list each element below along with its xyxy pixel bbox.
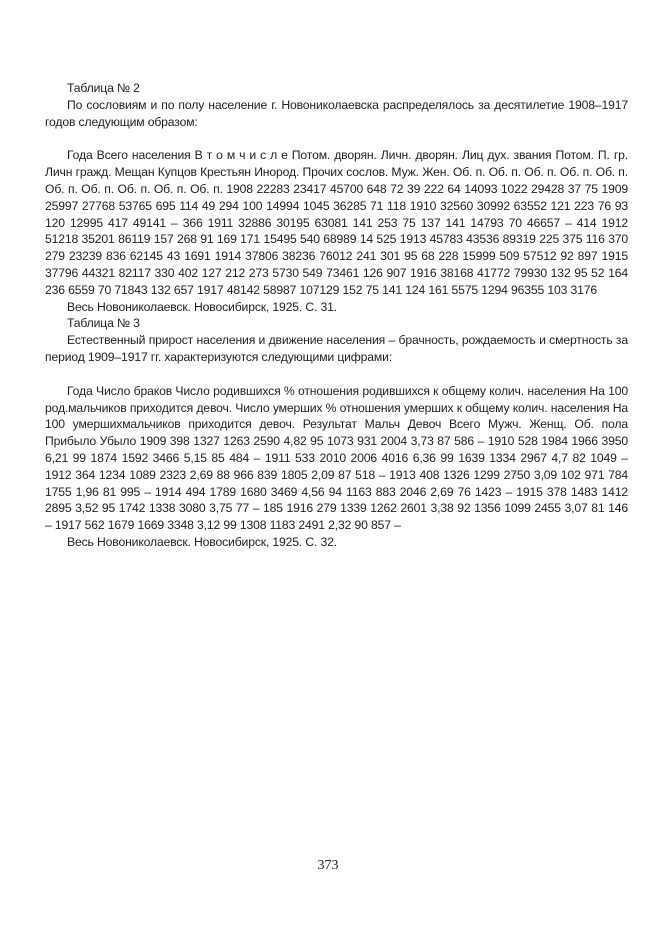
spacer (45, 366, 628, 383)
table3-source: Весь Новониколаевск. Новосибирск, 1925. С. 32. (67, 534, 338, 549)
table2-source: Весь Новониколаевск. Новосибирск, 1925. С. 31. (67, 299, 338, 314)
page-number: 373 (317, 858, 339, 873)
table3-title: Таблица № 3 (67, 316, 140, 331)
page-content (45, 80, 628, 551)
table2-intro: По сословиям и по полу население г. Новониколаевска распределялось за десятилетие 1908–1917 годов следующим образом: (45, 97, 628, 129)
table3-body: Года Число браков Число родившихся % отношения родившихся к общему колич. населения На 100 род.мальчиков приходится девоч. Число умерших % отношения умерших к общему колич. населения На 100 умершихмальчиков приходится девоч. Результат Мальч Девоч Всего Мужч. Женщ. Об. пола Прибыло Убыло 1909 398 1327 1263 2590 4,82 95 1073 931 2004 3,73 87 586 – 1910 528 1984 1966 3950 6,21 99 1874 1592 3466 5,15 85 484 – 1911 533 2010 2006 4016 6,36 99 1639 1334 2967 4,7 82 1049 – 1912 364 1234 1089 2323 2,69 88 966 839 1805 2,09 87 518 – 1913 408 1326 1299 2750 3,09 102 971 784 1755 1,96 81 995 – 1914 494 1789 1680 3469 4,56 94 1163 883 2046 2,69 76 1423 – 1915 378 1483 1412 2895 3,52 95 1742 1338 3080 3,75 77 – 185 1916 279 1339 1262 2601 3,38 92 1356 1099 2455 3,07 81 146 – 1917 562 1679 1669 3348 3,12 99 1308 1183 2491 2,32 90 857 – (45, 383, 628, 533)
table2-title: Таблица № 2 (67, 81, 140, 95)
table2-body: Года Всего населения В т о м ч и с л е Потом. дворян. Личн. дворян. Лиц дух. звания Потом. П. гр. Личн гражд. Мещан Купцов Крестьян Инород. Прочих сослов. Муж. Жен. Об. п. Об. п. Об. п. Об. п. Об. п. Об. п. Об. п. Об. п. Об. п. Об. п. 1908 22283 23417 45700 648 72 39 222 64 14093 1022 29428 37 75 1909 25997 27768 53765 695 114 49 294 100 14994 1045 36285 71 118 1910 32560 30992 63552 121 223 76 93 120 12995 417 49141 – 366 1911 32886 30195 63081 141 253 75 137 141 14793 70 46657 – 414 1912 51218 35201 86119 157 268 91 169 171 15495 540 68989 14 525 1913 45783 43536 89319 225 375 116 370 279 23239 836 62145 43 1691 1914 37806 38236 76012 241 301 95 68 228 15999 509 57512 92 897 1915 37796 44321 82117 330 402 127 212 273 5730 549 73461 126 907 1916 38168 41772 79930 132 95 52 164 236 6559 70 71843 132 657 1917 48142 58987 107129 152 75 141 124 161 5575 1294 96355 103 3176 (45, 148, 628, 297)
table3-intro: Естественный прирост населения и движение населения – брачность, рождаемость и смертность за период 1909–1917 гг. характеризуются следующими цифрами: (45, 333, 628, 364)
spacer (45, 130, 628, 147)
